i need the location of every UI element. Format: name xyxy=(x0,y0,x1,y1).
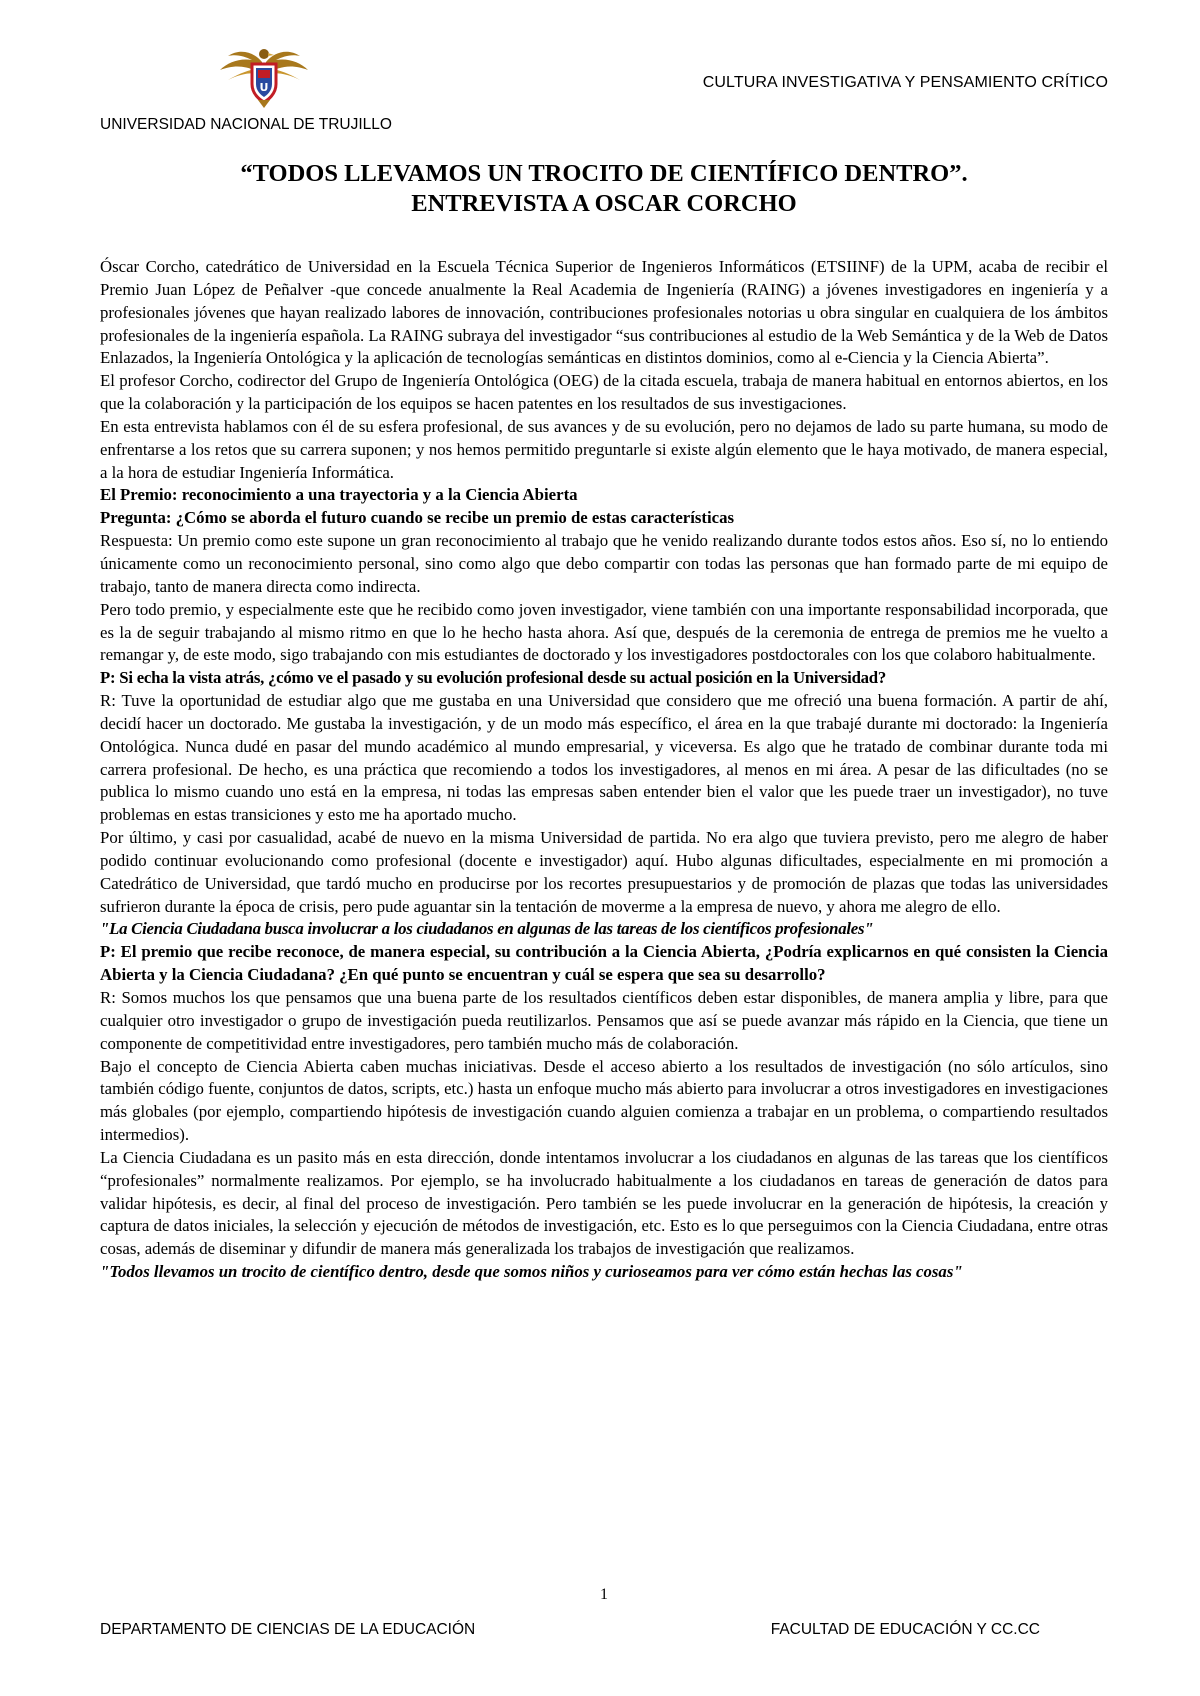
article-title-line-2: ENTREVISTA A OSCAR CORCHO xyxy=(411,190,797,217)
article-title-line-1: “TODOS LLEVAMOS UN TROCITO DE CIENTÍFICO DENTRO”. xyxy=(240,160,968,187)
answer-1b: Pero todo premio, y especialmente este que he recibido como joven investigador, viene también con una importante responsabilidad incorporada, que es la de seguir trabajando al mismo ritmo en que lo he hecho hasta ahora. Así que, después de la ceremonia de entrega de premios me he vuelto a remangar y, de este modo, sigo trabajando con mis estudiantes de doctorado y los investigadores postdoctorales con los que colaboro habitualmente. xyxy=(100,599,1108,665)
article-body xyxy=(100,256,1108,1284)
page-number: 1 xyxy=(600,1586,608,1603)
footer-department: DEPARTAMENTO DE CIENCIAS DE LA EDUCACIÓN xyxy=(100,1621,476,1638)
section-heading-premio: El Premio: reconocimiento a una trayectoria y a la Ciencia Abierta xyxy=(100,485,578,505)
question-2: P: Si echa la vista atrás, ¿cómo ve el pasado y su evolución profesional desde su actual posición en la Universidad? xyxy=(100,668,887,688)
answer-1a: Respuesta: Un premio como este supone un gran reconocimiento al trabajo que he venido realizando durante todos estos años. Eso sí, no lo entiendo únicamente como un reconocimiento personal, sino como algo que debo compartir con todas las personas que han formado parte de mi equipo de trabajo, tanto de manera directa como indirecta. xyxy=(100,531,1108,596)
question-1: Pregunta: ¿Cómo se aborda el futuro cuando se recibe un premio de estas características xyxy=(100,508,735,528)
paragraph-corcho-profile: El profesor Corcho, codirector del Grupo de Ingeniería Ontológica (OEG) de la citada escuela, trabaja de manera habitual en entornos abiertos, en los que la colaboración y la participación de los equipos se hacen patentes en los resultados de sus investigaciones. xyxy=(100,371,1108,414)
article-title xyxy=(100,159,1108,219)
footer-faculty: FACULTAD DE EDUCACIÓN Y CC.CC xyxy=(770,1621,1040,1638)
pull-quote-ciencia-ciudadana: "La Ciencia Ciudadana busca involucrar a los ciudadanos en algunas de las tareas de los científicos profesionales" xyxy=(100,919,874,939)
answer-2b: Por último, y casi por casualidad, acabé de nuevo en la misma Universidad de partida. No era algo que tuviera previsto, pero me alegro de haber podido continuar evolucionando como profesional (docente e investigador) aquí. Hubo algunas dificultades, especialmente en mi promoción a Catedrático de Universidad, que tardó mucho en producirse por los recortes presupuestarios y de promoción de plazas que todas las universidades sufrieron durante la época de crisis, pero pude aguantar sin la tentación de moverme a la empresa de nuevo, y ahora me alegro de ello. xyxy=(100,828,1108,916)
pull-quote-trocito-cientifico: "Todos llevamos un trocito de científico dentro, desde que somos niños y curioseamos para ver cómo están hechas las cosas" xyxy=(100,1262,963,1282)
header-course-title: CULTURA INVESTIGATIVA Y PENSAMIENTO CRÍTICO xyxy=(702,74,1108,91)
paragraph-intro: Óscar Corcho, catedrático de Universidad en la Escuela Técnica Superior de Ingenieros Informáticos (ETSIINF) de la UPM, acaba de recibir el Premio Juan López de Peñalver -que concede anualmente la Real Academia de Ingeniería (RAING) a jóvenes investigadores en ingeniería y a profesionales jóvenes que hayan realizado labores de innovación, contribuciones profesionales notorias u obra singular en cualquiera de los ámbitos profesionales de la ingeniería española. La RAING subraya del investigador “sus contribuciones al estudio de la Web Semántica y de la Web de Datos Enlazados, la Ingeniería Ontológica y la aplicación de tecnologías semánticas en distintos dominios, como al e-Ciencia y la Ciencia Abierta”. xyxy=(100,257,1108,368)
university-crest-eagle-icon xyxy=(218,44,310,110)
question-3: P: El premio que recibe reconoce, de manera especial, su contribución a la Ciencia Abierta, ¿Podría explicarnos en qué consisten la Ciencia Abierta y la Ciencia Ciudadana? ¿En qué punto se encuentran y cuál se espera que sea su desarrollo? xyxy=(100,942,1108,985)
answer-3a: R: Somos muchos los que pensamos que una buena parte de los resultados científicos deben estar disponibles, de manera amplia y libre, para que cualquier otro investigador o grupo de investigación pueda reutilizarlos. Pensamos que así se puede avanzar más rápido en la Ciencia, que tiene un componente de competitividad entre investigadores, pero también mucho más de colaboración. xyxy=(100,988,1108,1053)
answer-2a: R: Tuve la oportunidad de estudiar algo que me gustaba en una Universidad que considero que me ofreció una buena formación. A partir de ahí, decidí hacer un doctorado. Me gustaba la investigación, y de un modo más específico, el área en la que trabajé durante mi doctorado: la Ingeniería Ontológica. Nunca dudé en pasar del mundo académico al mundo empresarial, y viceversa. Es algo que he tratado de combinar durante toda mi carrera profesional. De hecho, es una práctica que recomiendo a todos los investigadores, al menos en mi área. A pesar de las dificultades (no se publica lo mismo cuando uno está en la empresa, ni todas las empresas saben entender bien el valor que les puede traer un investigador), no tuve problemas en estas transiciones y esto me ha aportado mucho. xyxy=(100,691,1108,825)
header-university-name: UNIVERSIDAD NACIONAL DE TRUJILLO xyxy=(100,116,392,133)
svg-text:U: U xyxy=(259,81,269,94)
answer-3b: Bajo el concepto de Ciencia Abierta caben muchas iniciativas. Desde el acceso abierto a los resultados de investigación (no sólo artículos, sino también código fuente, conjuntos de datos, scripts, etc.) hasta un enfoque mucho más abierto para involucrar a otros investigadores en investigaciones más globales (por ejemplo, compartiendo hipótesis de investigación cuando alguien comienza a trabajar en un problema, o compartiendo resultados intermedios). xyxy=(100,1056,1108,1145)
answer-3c: La Ciencia Ciudadana es un pasito más en esta dirección, donde intentamos involucrar a los ciudadanos en algunas de las tareas que los científicos “profesionales” normalmente realizamos. Por ejemplo, se ha involucrado habitualmente a los ciudadanos en tareas de generación de datos para validar hipótesis, es decir, al final del proceso de investigación. Pero también se les puede involucrar en la generación de hipótesis, la creación y captura de datos iniciales, la selección y ejecución de métodos de investigación, etc. Esto es lo que perseguimos con la Ciencia Ciudadana, entre otras cosas, además de diseminar y difundir de manera más generalizada los trabajos de investigación que realizamos. xyxy=(100,1147,1108,1259)
paragraph-interview-summary: En esta entrevista hablamos con él de su esfera profesional, de sus avances y de su evolución, pero no dejamos de lado su parte humana, su modo de enfrentarse a los retos que su carrera suponen; y nos hemos permitido preguntarle si existe algún elemento que le haya motivado, de manera especial, a la hora de estudiar Ingeniería Informática. xyxy=(100,416,1108,482)
